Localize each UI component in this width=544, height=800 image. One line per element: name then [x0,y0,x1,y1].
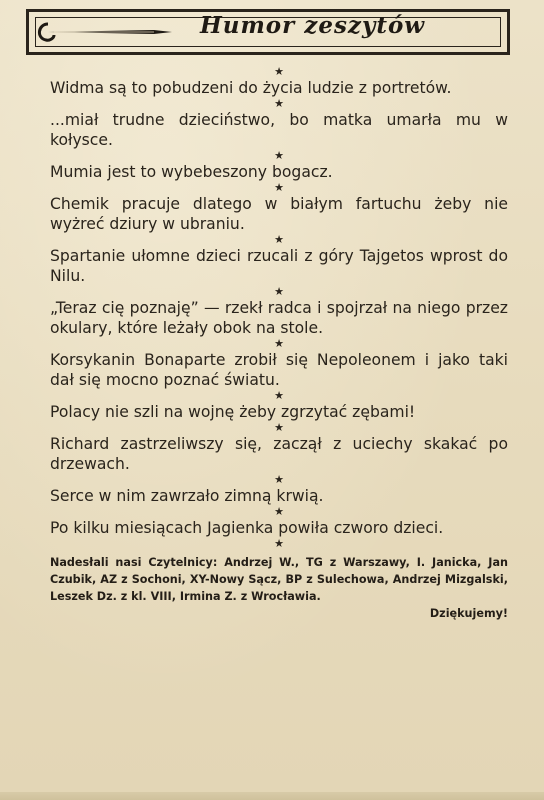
joke-item: Richard zastrzeliwszy się, zaczął z uciechy skakać po drzewach. [50,435,508,473]
joke-item: Spartanie ułomne dzieci rzucali z góry Tajgetos wprost do Nilu. [50,247,508,285]
joke-item: Widma są to pobudzeni do życia ludzie z portretów. [50,79,452,97]
star-separator: ★ [274,473,284,486]
star-separator: ★ [274,505,284,518]
credits-text: Nadesłali nasi Czytelnicy: Andrzej W., TG z Warszawy, I. Janicka, Jan Czubik, AZ z Sochoni, XY-Nowy Sącz, BP z Sulechowa, Andrzej Mizgalski, Leszek Dz. z kl. VIII, Irmina Z. z Wrocławia. [50,556,508,603]
star-separator: ★ [274,421,284,434]
star-separator: ★ [274,233,284,246]
joke-item: Serce w nim zawrzało zimną krwią. [50,487,324,505]
star-separator: ★ [274,181,284,194]
joke-item: Mumia jest to wybebeszony bogacz. [50,163,333,181]
joke-item: „Teraz cię poznaję” — rzekł radca i spojrzał na niego przez okulary, które leżały obok na stole. [50,299,508,337]
joke-item: ...miał trudne dzieciństwo, bo matka umarła mu w kołysce. [50,111,508,149]
star-separator: ★ [274,337,284,350]
section-title: Humor zeszytów [200,12,426,39]
pen-nib-icon [34,20,174,44]
joke-item: Polacy nie szli na wojnę żeby zgrzytać zębami! [50,403,416,421]
star-separator: ★ [274,65,284,78]
star-separator: ★ [274,149,284,162]
joke-item: Korsykanin Bonaparte zrobił się Nepoleonem i jako taki dał się mocno poznać światu. [50,351,508,389]
jokes-list [50,66,508,622]
star-separator: ★ [274,537,284,550]
star-separator: ★ [274,97,284,110]
joke-item: Po kilku miesiącach Jagienka powiła czworo dzieci. [50,519,444,537]
page-edge [0,792,544,800]
star-separator: ★ [274,389,284,402]
star-separator: ★ [274,285,284,298]
thanks-text: Dziękujemy! [429,607,508,620]
joke-item: Chemik pracuje dlatego w białym fartuchu żeby nie wyżreć dziury w ubraniu. [50,195,508,233]
